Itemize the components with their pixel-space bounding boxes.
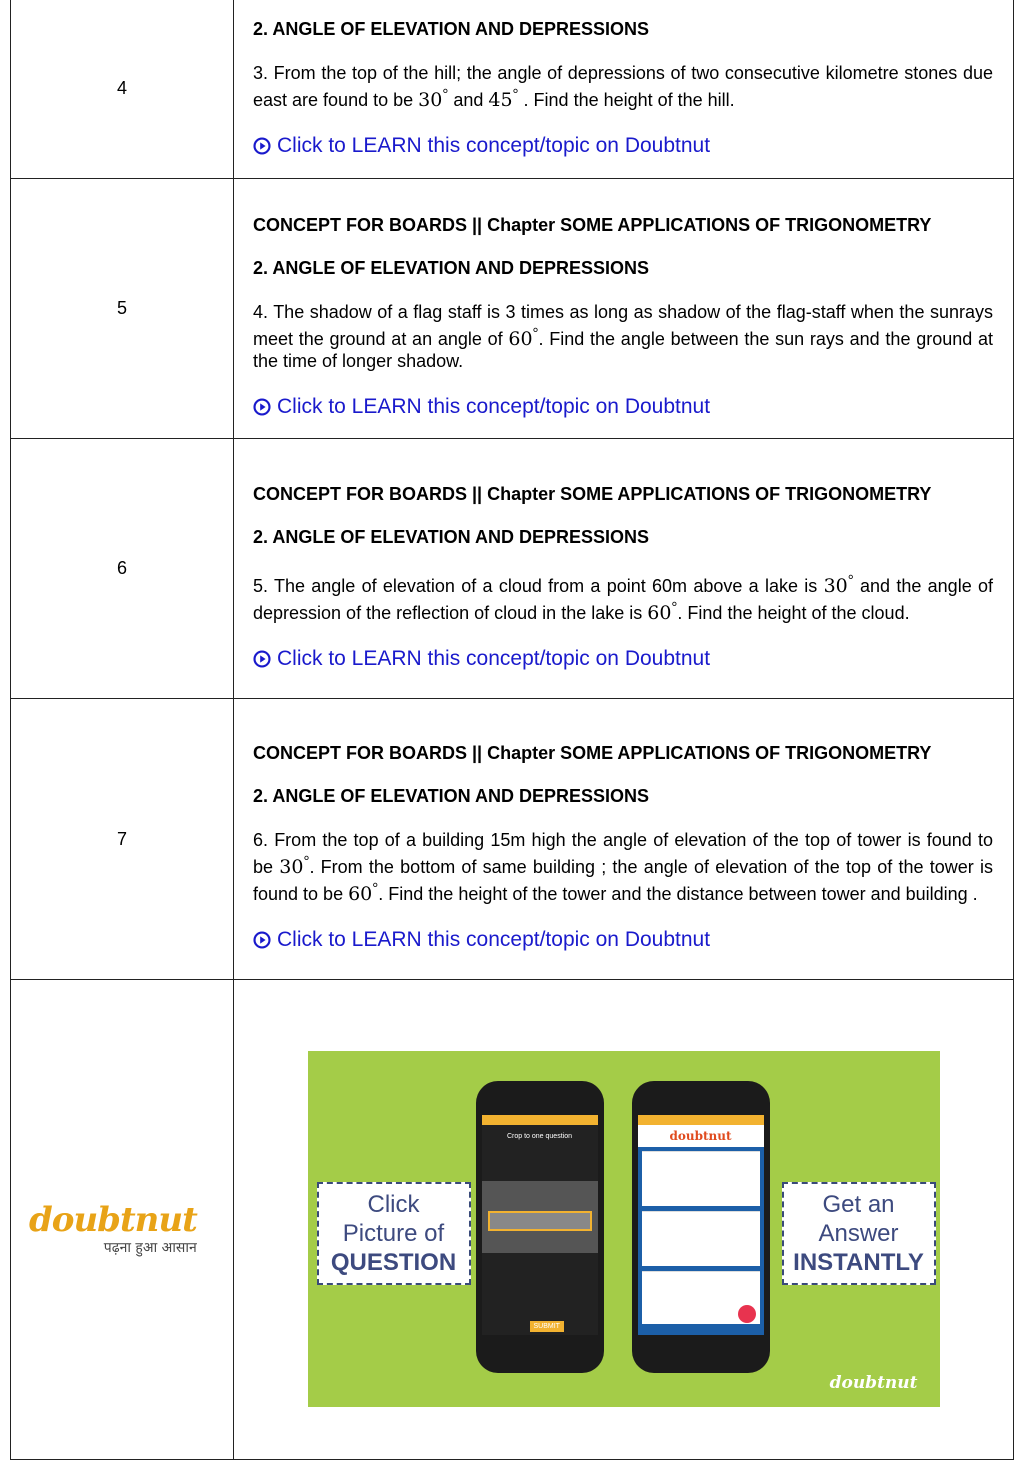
row-number: 4	[11, 0, 234, 179]
callout-line: Answer	[818, 1220, 899, 1247]
callout-line: Picture of	[342, 1220, 445, 1247]
row-content	[234, 699, 1014, 980]
phone-answer	[632, 1081, 770, 1373]
camera-fab-icon[interactable]	[738, 1305, 756, 1323]
row-number: 5	[11, 179, 234, 439]
learn-link-label[interactable]: Click to LEARN this concept/topic on Doubtnut	[277, 646, 711, 670]
status-bar	[638, 1115, 764, 1125]
answer-screen	[638, 1115, 764, 1335]
topic-heading: 2. ANGLE OF ELEVATION AND DEPRESSIONS	[253, 258, 650, 278]
row-content	[234, 0, 1014, 179]
play-circle-icon	[253, 398, 271, 416]
topic-heading: 2. ANGLE OF ELEVATION AND DEPRESSIONS	[253, 19, 650, 39]
concept-heading: CONCEPT FOR BOARDS || Chapter SOME APPLICATIONS OF TRIGONOMETRY	[253, 215, 932, 235]
callout-line: Click	[367, 1191, 420, 1218]
play-circle-icon	[253, 650, 271, 668]
question-photo	[482, 1181, 598, 1253]
concept-heading: CONCEPT FOR BOARDS || Chapter SOME APPLICATIONS OF TRIGONOMETRY	[253, 743, 932, 763]
answer-card	[642, 1151, 760, 1206]
learn-link-label[interactable]: Click to LEARN this concept/topic on Doubtnut	[277, 928, 711, 951]
question-text: 5. The angle of elevation of a cloud from a point 60m above a lake is 30° and the angle of depression of the reflection of cloud in the lake is 60°. Find the height of the cloud.	[253, 571, 993, 624]
row-number: 7	[11, 699, 234, 980]
row-number: 6	[11, 439, 234, 699]
question-text: 3. From the top of the hill; the angle of depressions of two consecutive kilometre stones due east are found to be 30° and 45° . Find the height of the hill.	[253, 63, 993, 111]
topic-heading: 2. ANGLE OF ELEVATION AND DEPRESSIONS	[253, 526, 650, 547]
app-promo-banner[interactable]	[308, 1051, 940, 1407]
doubtnut-logo	[29, 1200, 197, 1257]
camera-screen	[482, 1115, 598, 1335]
table-row	[11, 0, 1014, 179]
learn-link[interactable]	[253, 646, 710, 672]
callout-line: Get an	[822, 1191, 895, 1218]
question-table	[10, 0, 1014, 1460]
table-row	[11, 980, 1014, 1460]
crop-box	[488, 1211, 592, 1231]
table-row	[11, 699, 1014, 980]
topic-heading: 2. ANGLE OF ELEVATION AND DEPRESSIONS	[253, 786, 650, 806]
submit-button[interactable]: SUBMIT	[530, 1321, 564, 1332]
get-answer-callout	[782, 1182, 936, 1285]
app-header-logo: doubtnut	[638, 1125, 764, 1147]
learn-link-label[interactable]: Click to LEARN this concept/topic on Doubtnut	[277, 134, 711, 157]
learn-link-label[interactable]: Click to LEARN this concept/topic on Doubtnut	[277, 395, 711, 418]
question-text: 4. The shadow of a flag staff is 3 times as long as shadow of the flag-staff when the sunrays meet the ground at an angle of 60°. Find the angle between the sun rays and the ground at the time of longer shadow.	[253, 302, 993, 371]
row-content	[234, 179, 1014, 439]
callout-line: QUESTION	[330, 1249, 457, 1276]
table-row	[11, 179, 1014, 439]
row-content	[234, 439, 1014, 699]
learn-link[interactable]	[253, 394, 710, 420]
logo-cell	[11, 980, 234, 1460]
logo-wordmark: doubtnut	[29, 1200, 197, 1240]
question-text: 6. From the top of a building 15m high the angle of elevation of the top of tower is found to be 30°. From the bottom of same building ; the angle of elevation of the top of the tower is found to be 60°. Find the height of the tower and the distance between tower and building .	[253, 830, 993, 905]
phone-camera	[476, 1081, 604, 1373]
play-circle-icon	[253, 137, 271, 155]
banner-cell	[234, 980, 1014, 1460]
banner-brand: doubtnut	[829, 1373, 918, 1393]
logo-tagline: पढ़ना हुआ आसान	[103, 1240, 197, 1256]
crop-label: Crop to one question	[507, 1133, 572, 1140]
callout-line: INSTANTLY	[793, 1249, 924, 1276]
play-circle-icon	[253, 931, 271, 949]
click-picture-callout	[317, 1182, 471, 1285]
concept-heading: CONCEPT FOR BOARDS || Chapter SOME APPLICATIONS OF TRIGONOMETRY	[253, 483, 932, 504]
learn-link[interactable]	[253, 927, 710, 953]
status-bar	[482, 1115, 598, 1125]
table-row	[11, 439, 1014, 699]
learn-link[interactable]	[253, 133, 710, 159]
answer-card	[642, 1211, 760, 1266]
